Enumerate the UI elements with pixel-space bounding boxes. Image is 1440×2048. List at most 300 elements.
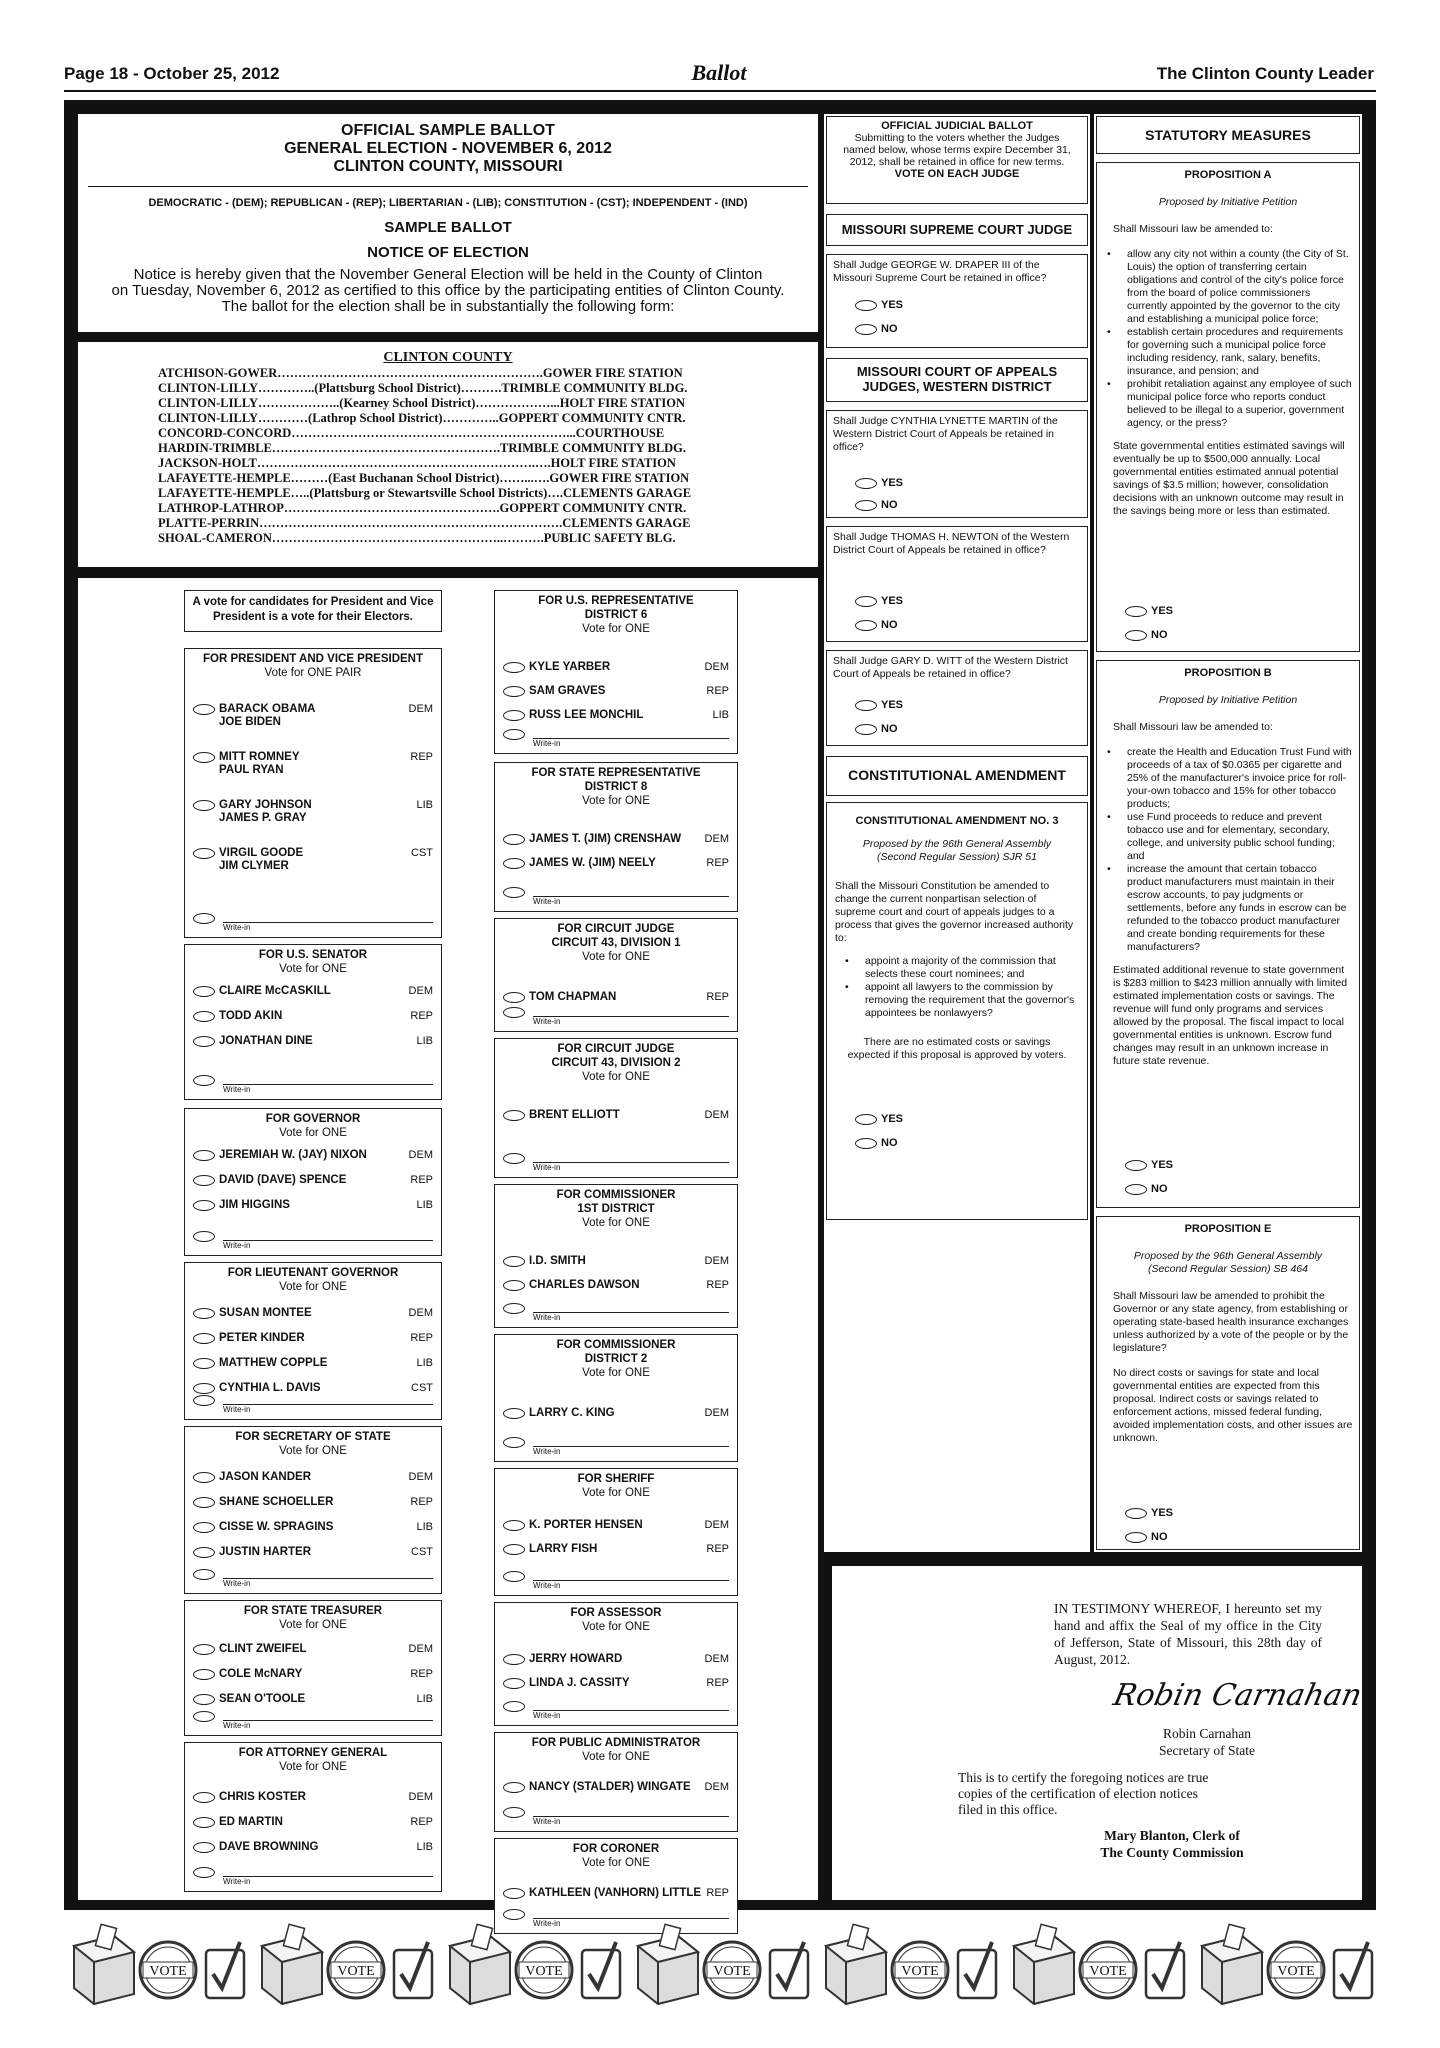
judicial-header [826, 116, 1088, 204]
judge-question [826, 526, 1088, 642]
vote-oval[interactable] [193, 1395, 215, 1406]
no-option[interactable] [855, 723, 898, 735]
party-label: LIB [416, 799, 433, 811]
clerk-line2: The County Commission [1100, 1845, 1244, 1860]
intro-line3: CLINTON COUNTY, MISSOURI [333, 158, 563, 175]
candidate-option[interactable] [503, 1781, 729, 1796]
vote-oval[interactable] [193, 1817, 215, 1828]
party-label: REP [410, 751, 433, 763]
race-box [494, 1038, 738, 1178]
party-label: DEM [408, 1791, 433, 1803]
yes-option[interactable] [855, 299, 903, 311]
ballot-box-icon [628, 1918, 814, 2008]
proposition-bullets [1117, 248, 1353, 430]
write-in-option[interactable] [503, 887, 729, 905]
vote-for: Vote for ONE [582, 1621, 650, 1633]
proposition-cost: State governmental entities estimated savings will eventually be up to $500,000 annually. Local governmental entities estimated annual potential savings of $3.5 million; however, consolidation decisions with an unknown outcome may result in the savings being more or less than estimated. [1113, 440, 1345, 517]
vote-oval[interactable] [503, 1408, 525, 1419]
no-label: NO [1151, 1531, 1168, 1543]
yes-option[interactable] [1125, 1507, 1173, 1519]
write-in-option[interactable] [503, 1303, 729, 1321]
candidate-name: SHANE SCHOELLER [219, 1496, 334, 1508]
intro-rule [88, 186, 808, 187]
vote-oval[interactable] [193, 1569, 215, 1580]
candidate-option[interactable] [503, 833, 729, 848]
candidate-option[interactable] [193, 1174, 433, 1189]
write-in-label: Write-in [533, 739, 561, 748]
party-label: DEM [408, 1643, 433, 1655]
proposition-bullets [1117, 746, 1353, 954]
vote-for: Vote for ONE [582, 1217, 650, 1229]
constitutional-title: CONSTITUTIONAL AMENDMENT [848, 767, 1066, 783]
candidate-option[interactable] [193, 1471, 433, 1486]
candidate-option[interactable] [193, 1010, 433, 1025]
signature [1110, 1678, 1365, 1713]
vote-oval[interactable] [1125, 1532, 1147, 1543]
polling-row: HARDIN-TRIMBLE……………………………………………….TRIMBLE COMMUNITY BLDG. [158, 441, 687, 455]
write-in-option[interactable] [193, 1075, 433, 1093]
polling-row: JACKSON-HOLT………………………………………………………….….HOLT FIRE STATION [158, 456, 676, 470]
candidate-name: CHRIS KOSTER [219, 1791, 306, 1803]
judge-question-text: Shall Judge THOMAS H. NEWTON of the Western District Court of Appeals be retained in office? [833, 531, 1070, 556]
write-in-option[interactable] [503, 1153, 729, 1171]
race-title: FOR STATE REPRESENTATIVE [531, 767, 701, 779]
clerk-line1: Mary Blanton, Clerk of [1104, 1828, 1240, 1843]
judicial-intro: Submitting to the voters whether the Judges named below, whose terms expire December 31, 2012, shall be retained in office for new terms. [843, 132, 1071, 168]
vote-oval[interactable] [193, 1150, 215, 1161]
party-label: LIB [416, 1035, 433, 1047]
candidate-name: DAVID (DAVE) SPENCE [219, 1174, 347, 1186]
candidate-name: LINDA J. CASSITY [529, 1677, 630, 1689]
candidate-running-mate: JIM CLYMER [219, 860, 289, 873]
candidate-option[interactable] [503, 857, 729, 872]
candidate-name: SAM GRAVES [529, 685, 606, 697]
vote-oval[interactable] [193, 1358, 215, 1369]
candidate-name: CLINT ZWEIFEL [219, 1643, 307, 1655]
candidate-name: JUSTIN HARTER [219, 1546, 312, 1558]
vote-oval[interactable] [503, 1701, 525, 1712]
vote-oval[interactable] [503, 1678, 525, 1689]
vote-oval[interactable] [503, 1520, 525, 1531]
write-in-option[interactable] [193, 1395, 433, 1413]
vote-oval[interactable] [193, 1472, 215, 1483]
write-in-option[interactable] [503, 729, 729, 747]
vote-oval[interactable] [193, 1867, 215, 1878]
proposition-bullet: • use Fund proceeds to reduce and prevent tobacco use and for elementary, secondary, college, and university public school funding; [1117, 811, 1353, 850]
no-label: NO [881, 1137, 898, 1149]
candidate-option[interactable] [503, 1519, 729, 1534]
no-option[interactable] [855, 323, 898, 335]
party-label: LIB [416, 1841, 433, 1853]
polling-row: PLATTE-PERRIN……………………………………………………………….CLEMENTS GARAGE [158, 516, 691, 530]
vote-oval[interactable] [855, 324, 877, 335]
vote-oval[interactable] [193, 1669, 215, 1680]
constitutional-header [826, 756, 1088, 796]
write-in-option[interactable] [193, 1711, 433, 1729]
candidate-name: NANCY (STALDER) WINGATE [529, 1781, 691, 1793]
vote-oval[interactable] [193, 1694, 215, 1705]
vote-oval[interactable] [503, 1807, 525, 1818]
vote-oval[interactable] [503, 1888, 525, 1899]
vote-oval[interactable] [193, 1842, 215, 1853]
vote-oval[interactable] [193, 1792, 215, 1803]
vote-oval[interactable] [193, 986, 215, 997]
vote-for: Vote for ONE [279, 1445, 347, 1457]
write-in-label: Write-in [223, 1085, 251, 1094]
candidate-option[interactable] [193, 1693, 433, 1708]
candidate-option[interactable] [503, 1407, 729, 1422]
amendment-question: Shall the Missouri Constitution be amended to change the current nonpartisan selection of supreme court and court of appeals judges to a process that gives the governor increased authority to: [835, 880, 1074, 944]
party-label: DEM [704, 1255, 729, 1267]
candidate-name: DAVE BROWNING [219, 1841, 319, 1853]
candidate-name: LARRY C. KING [529, 1407, 615, 1419]
ballot-box-icon [440, 1918, 626, 2008]
candidate-name: BARACK OBAMA [219, 703, 316, 715]
write-in-label: Write-in [223, 1877, 251, 1886]
candidate-option[interactable] [193, 1841, 433, 1856]
party-label: LIB [416, 1521, 433, 1533]
party-label: DEM [704, 1653, 729, 1665]
vote-oval[interactable] [193, 1308, 215, 1319]
yes-option[interactable] [1125, 605, 1173, 617]
candidate-option[interactable] [193, 985, 433, 1000]
yes-option[interactable] [855, 1113, 903, 1125]
race-title: FOR ATTORNEY GENERAL [238, 1747, 388, 1759]
vote-oval[interactable] [193, 1231, 215, 1242]
vote-for: Vote for ONE [279, 963, 347, 975]
candidate-option[interactable] [193, 1307, 433, 1322]
polling-row: CLINTON-LILLY…………(Lathrop School District)…………..GOPPERT COMMUNITY CNTR. [158, 411, 686, 425]
polling-row: ATCHISON-GOWER……………………………………………………….GOWER FIRE STATION [158, 366, 683, 380]
yes-option[interactable] [855, 699, 903, 711]
write-in-option[interactable] [193, 1231, 433, 1249]
candidate-option[interactable] [193, 1816, 433, 1831]
amendment-bullet: • appoint all lawyers to the commission by removing the requirement that the governor's appointees be nonlawyers? [855, 981, 1079, 1020]
candidate-option[interactable] [193, 1199, 433, 1214]
vote-oval[interactable] [503, 686, 525, 697]
vote-oval[interactable] [503, 1280, 525, 1291]
candidate-option[interactable] [503, 1887, 729, 1902]
polling-list [158, 366, 818, 546]
vote-icon-group [440, 1918, 626, 2008]
vote-oval[interactable] [193, 1011, 215, 1022]
write-in-line [533, 1446, 729, 1447]
party-label: LIB [416, 1357, 433, 1369]
race-box [184, 648, 442, 938]
candidate-option[interactable] [503, 1677, 729, 1692]
vote-oval[interactable] [503, 1654, 525, 1665]
polling-row: LAFAYETTE-HEMPLE………(East Buchanan School District)……...….GOWER FIRE STATION [158, 471, 690, 485]
party-label: DEM [408, 1471, 433, 1483]
vote-for: Vote for ONE [582, 795, 650, 807]
yes-label: YES [1151, 605, 1174, 617]
vote-oval[interactable] [503, 834, 525, 845]
party-label: DEM [704, 1407, 729, 1419]
race-subtitle: DISTRICT 2 [584, 1353, 648, 1365]
amendment-cost: There are no estimated costs or savings expected if this proposal is approved by voters. [847, 1036, 1067, 1061]
vote-oval[interactable] [193, 1036, 215, 1047]
vote-oval[interactable] [855, 1138, 877, 1149]
vote-icon-group [252, 1918, 438, 2008]
vote-oval[interactable] [193, 913, 215, 924]
vote-oval[interactable] [503, 729, 525, 740]
vote-oval[interactable] [503, 1303, 525, 1314]
vote-oval[interactable] [193, 704, 215, 715]
party-label: REP [410, 1010, 433, 1022]
write-in-label: Write-in [533, 1817, 561, 1826]
polling-row: LAFAYETTE-HEMPLE…..(Plattsburg or Stewartsville School Districts)….CLEMENTS GARAGE [158, 486, 692, 500]
no-option[interactable] [1125, 1183, 1168, 1195]
judge-question-text: Shall Judge GARY D. WITT of the Western District Court of Appeals be retained in office? [833, 655, 1068, 680]
candidate-running-mate: PAUL RYAN [219, 764, 284, 777]
write-in-line [533, 1016, 729, 1017]
vote-oval[interactable] [193, 1522, 215, 1533]
candidate-name: JEREMIAH W. (JAY) NIXON [219, 1149, 367, 1161]
proposition-bullet: • allow any city not within a county (the City of St. Louis) the option of transferring certain obligations and control of the city's police force from the board of police commissioners currently appointed by the governor to the city and establishing a municipal police force; [1117, 248, 1353, 326]
vote-oval[interactable] [503, 992, 525, 1003]
race-title: FOR STATE TREASURER [243, 1605, 383, 1617]
write-in-label: Write-in [223, 1721, 251, 1730]
candidate-option[interactable] [503, 709, 729, 724]
vote-oval[interactable] [855, 620, 877, 631]
secretary-role: Secretary of State [1159, 1743, 1255, 1758]
electors-note [184, 590, 442, 632]
write-in-option[interactable] [503, 1701, 729, 1719]
vote-oval[interactable] [1125, 630, 1147, 641]
yes-option[interactable] [855, 477, 903, 489]
vote-oval[interactable] [855, 478, 877, 489]
ballot-frame [64, 100, 1376, 1928]
vote-oval[interactable] [855, 500, 877, 511]
write-in-line [223, 1720, 433, 1721]
vote-oval[interactable] [503, 710, 525, 721]
candidate-option[interactable] [193, 1332, 433, 1347]
candidate-option[interactable] [503, 1109, 729, 1124]
vote-oval[interactable] [855, 724, 877, 735]
svg-text:VOTE: VOTE [1089, 1964, 1127, 1979]
amendment-bullets [855, 955, 1079, 1020]
race-title: FOR PUBLIC ADMINISTRATOR [531, 1737, 701, 1749]
no-option[interactable] [855, 499, 898, 511]
proposition-question: Shall Missouri law be amended to: [1113, 223, 1273, 235]
party-label: REP [706, 857, 729, 869]
candidate-option[interactable] [193, 799, 433, 825]
no-option[interactable] [1125, 629, 1168, 641]
vote-for: Vote for ONE [582, 1857, 650, 1869]
vote-icon-group [1192, 1918, 1378, 2008]
candidate-option[interactable] [193, 1496, 433, 1511]
judge-question [826, 650, 1088, 746]
candidate-name: KATHLEEN (VANHORN) LITTLE [529, 1887, 702, 1899]
constitutional-measure [826, 802, 1088, 1220]
write-in-option[interactable] [503, 1807, 729, 1825]
vote-oval[interactable] [855, 300, 877, 311]
race-title: FOR SHERIFF [577, 1473, 655, 1485]
candidate-option[interactable] [193, 1521, 433, 1536]
amendment-number: CONSTITUTIONAL AMENDMENT NO. 3 [855, 815, 1059, 827]
vote-oval[interactable] [193, 1497, 215, 1508]
write-in-line [533, 1580, 729, 1581]
proposition-bullet: • increase the amount that certain tobacco product manufacturers must maintain in their escrow accounts, to pay judgments or settlements, before any funds in escrow can be refunded to the tobacco product manufacturer and create bonding requirements for these manufacturers? [1117, 863, 1353, 954]
vote-oval[interactable] [503, 1110, 525, 1121]
vote-oval[interactable] [503, 1782, 525, 1793]
party-label: DEM [408, 1307, 433, 1319]
race-box [494, 1732, 738, 1832]
vote-oval[interactable] [855, 700, 877, 711]
party-label: REP [706, 1677, 729, 1689]
vote-oval[interactable] [193, 752, 215, 763]
race-box [184, 1742, 442, 1892]
candidate-running-mate: JAMES P. GRAY [219, 812, 307, 825]
vote-oval[interactable] [503, 662, 525, 673]
party-label: CST [411, 1382, 433, 1394]
vote-oval[interactable] [193, 1200, 215, 1211]
write-in-option[interactable] [193, 1867, 433, 1885]
candidate-option[interactable] [503, 661, 729, 676]
vote-oval[interactable] [193, 1711, 215, 1722]
write-in-line [223, 1876, 433, 1877]
race-box [184, 1426, 442, 1594]
vote-oval[interactable] [193, 848, 215, 859]
write-in-option[interactable] [503, 1007, 729, 1025]
candidate-name: I.D. SMITH [529, 1255, 586, 1267]
proposition-cost: Estimated additional revenue to state government is $283 million to $423 million annually with limited estimated implementation costs or savings. The revenue will fund only programs and services allowed by the proposal. The fiscal impact to local governmental entities is unknown. Escrow fund changes may result in an unknown increase in future state revenue. [1113, 964, 1348, 1067]
vote-oval[interactable] [193, 1383, 215, 1394]
polling-row: CONCORD-CONCORD…………………………………………………………...COURTHOUSE [158, 426, 665, 440]
candidate-option[interactable] [193, 1791, 433, 1806]
write-in-option[interactable] [503, 1571, 729, 1589]
write-in-option[interactable] [193, 1569, 433, 1587]
vote-oval[interactable] [503, 858, 525, 869]
judicial-title: OFFICIAL JUDICIAL BALLOT [881, 120, 1033, 132]
vote-for: Vote for ONE [582, 951, 650, 963]
secretary-name: Robin Carnahan [1162, 1726, 1252, 1741]
write-in-label: Write-in [223, 923, 251, 932]
vote-oval[interactable] [1125, 606, 1147, 617]
race-title: FOR COMMISSIONER [556, 1339, 676, 1351]
candidate-name: CYNTHIA L. DAVIS [219, 1382, 321, 1394]
proposition-and: and [1127, 850, 1145, 862]
vote-oval[interactable] [503, 1571, 525, 1582]
section-title: Ballot [691, 60, 747, 85]
candidate-name: SEAN O'TOOLE [219, 1693, 306, 1705]
vote-oval[interactable] [503, 1256, 525, 1267]
party-key: DEMOCRATIC - (DEM); REPUBLICAN - (REP); LIBERTARIAN - (LIB); CONSTITUTION - (CST); INDEPENDENT - (IND) [148, 197, 748, 209]
candidate-option[interactable] [193, 703, 433, 729]
no-label: NO [881, 723, 898, 735]
candidate-name: RUSS LEE MONCHIL [529, 709, 644, 721]
proposition-body [1097, 1217, 1359, 1451]
write-in-label: Write-in [533, 1447, 561, 1456]
candidate-option[interactable] [193, 1546, 433, 1561]
vote-oval[interactable] [1125, 1160, 1147, 1171]
candidate-option[interactable] [193, 847, 433, 873]
proposition-box [1096, 1216, 1360, 1550]
no-option[interactable] [855, 619, 898, 631]
vote-icon-group [628, 1918, 814, 2008]
write-in-label: Write-in [533, 1581, 561, 1590]
yes-label: YES [1151, 1159, 1174, 1171]
write-in-line [533, 738, 729, 739]
write-in-option[interactable] [503, 1437, 729, 1455]
candidate-option[interactable] [503, 1543, 729, 1558]
candidate-option[interactable] [503, 1255, 729, 1270]
signature-text: Robin Carnahan [1110, 1678, 1365, 1713]
vote-oval[interactable] [503, 1153, 525, 1164]
proposition-bullet: • prohibit retaliation against any employee of such municipal police force who reports conduct believed to be illegal to a superior, government agency, or the press? [1117, 378, 1353, 430]
intro-panel [78, 114, 818, 332]
candidate-option[interactable] [193, 1035, 433, 1050]
vote-oval[interactable] [193, 1644, 215, 1655]
constitutional-body [827, 803, 1087, 1068]
vote-oval[interactable] [193, 1547, 215, 1558]
candidate-option[interactable] [193, 1149, 433, 1164]
vote-oval[interactable] [503, 887, 525, 898]
candidate-name: JERRY HOWARD [529, 1653, 623, 1665]
race-title: FOR U.S. SENATOR [258, 949, 368, 961]
candidate-name: K. PORTER HENSEN [529, 1519, 643, 1531]
notice-line3: The ballot for the election shall be in substantially the following form: [221, 298, 675, 315]
polling-panel [78, 342, 818, 567]
race-title: FOR PRESIDENT AND VICE PRESIDENT [202, 653, 424, 665]
candidate-running-mate: JOE BIDEN [219, 716, 281, 729]
vote-oval[interactable] [193, 800, 215, 811]
vote-oval[interactable] [503, 1007, 525, 1018]
candidate-option[interactable] [193, 1668, 433, 1683]
vote-oval[interactable] [855, 1114, 877, 1125]
candidate-option[interactable] [193, 1643, 433, 1658]
statutory-panel [1094, 114, 1362, 1552]
proposition-source: Proposed by the 96th General Assembly (Second Regular Session) SB 464 [1133, 1250, 1323, 1275]
race-title: FOR U.S. REPRESENTATIVE [538, 595, 694, 607]
certify-text: This is to certify the foregoing notices are true copies of the certification of election notices filed in this office. [958, 1770, 1209, 1817]
vote-oval[interactable] [1125, 1184, 1147, 1195]
candidate-name: PETER KINDER [219, 1332, 305, 1344]
no-label: NO [881, 499, 898, 511]
polling-row: CLINTON-LILLY………………..(Kearney School District)………………...HOLT FIRE STATION [158, 396, 686, 410]
candidate-option[interactable] [193, 751, 433, 777]
vote-for: Vote for ONE [582, 1367, 650, 1379]
judge-question-text: Shall Judge GEORGE W. DRAPER III of the Missouri Supreme Court be retained in office? [833, 259, 1047, 284]
candidate-option[interactable] [503, 1279, 729, 1294]
candidate-option[interactable] [503, 1653, 729, 1668]
amendment-source: Proposed by the 96th General Assembly (Second Regular Session) SJR 51 [862, 838, 1052, 863]
vote-oval[interactable] [503, 1544, 525, 1555]
party-label: CST [411, 847, 433, 859]
yes-option[interactable] [1125, 1159, 1173, 1171]
no-option[interactable] [855, 1137, 898, 1149]
vote-oval[interactable] [193, 1175, 215, 1186]
vote-oval[interactable] [193, 1333, 215, 1344]
svg-text:VOTE: VOTE [525, 1964, 563, 1979]
no-option[interactable] [1125, 1531, 1168, 1543]
yes-label: YES [881, 595, 904, 607]
race-box [494, 1602, 738, 1726]
vote-oval[interactable] [503, 1437, 525, 1448]
candidate-option[interactable] [503, 991, 729, 1006]
yes-option[interactable] [855, 595, 903, 607]
judge-question [826, 410, 1088, 518]
race-box [494, 1184, 738, 1328]
vote-oval[interactable] [193, 1075, 215, 1086]
race-box [494, 918, 738, 1032]
vote-oval[interactable] [1125, 1508, 1147, 1519]
proposition-body [1097, 163, 1359, 524]
candidate-option[interactable] [193, 1357, 433, 1372]
vote-oval[interactable] [855, 596, 877, 607]
candidate-option[interactable] [503, 685, 729, 700]
write-in-option[interactable] [193, 913, 433, 931]
